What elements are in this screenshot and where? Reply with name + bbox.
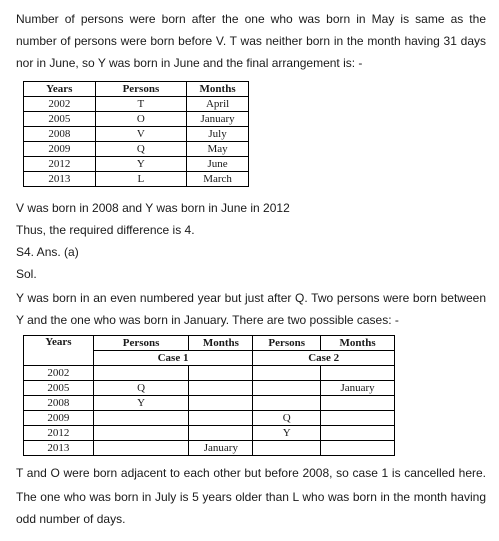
case1-person-cell: Q [93,381,189,396]
month-cell: June [187,157,249,172]
table-row [24,97,249,112]
solution-line-1: Y was born in an even numbered year but just after Q. Two persons were born between [16,291,486,305]
table-row [24,441,395,456]
month-cell: March [187,172,249,187]
table-row [24,157,249,172]
year-cell: 2009 [24,411,94,426]
person-cell: V [95,127,187,142]
case2-person-cell [253,441,321,456]
year-cell: 2005 [24,381,94,396]
case2-person-cell [253,396,321,411]
solution-line-2: Y and the one who was born in January. There are two possible cases: - [16,313,399,327]
intro-line-1: Number of persons were born after the one who was born in May is same as the [16,12,486,26]
month-cell: April [187,97,249,112]
case1-month-cell [189,366,253,381]
case1-person-cell [93,411,189,426]
table-row [24,127,249,142]
case2-month-cell [321,411,395,426]
persons-header: Persons [253,336,321,351]
s4-answer-heading: S4. Ans. (a) [16,245,79,259]
solution-label: Sol. [16,267,37,281]
case2-person-cell: Y [253,426,321,441]
table-row [24,142,249,157]
table-row [24,381,395,396]
year-cell: 2012 [24,426,94,441]
conclusion-line-3: odd number of days. [16,512,126,526]
persons-header: Persons [95,82,187,97]
months-header: Months [321,336,395,351]
table-row [24,411,395,426]
case1-person-cell: Y [93,396,189,411]
person-cell: Y [95,157,187,172]
case2-month-cell [321,441,395,456]
possible-cases-table [23,335,395,456]
answer-line-1: V was born in 2008 and Y was born in June in 2012 [16,201,290,215]
case1-month-cell [189,411,253,426]
table-row [24,426,395,441]
case2-month-cell: January [321,381,395,396]
case1-person-cell [93,441,189,456]
year-cell: 2005 [24,112,96,127]
person-cell: O [95,112,187,127]
months-header: Months [189,336,253,351]
case2-person-cell: Q [253,411,321,426]
year-cell: 2012 [24,157,96,172]
persons-header: Persons [93,336,189,351]
table-row [24,112,249,127]
year-cell: 2013 [24,441,94,456]
year-cell: 2008 [24,127,96,142]
month-cell: July [187,127,249,142]
month-cell: January [187,112,249,127]
table-row [24,366,395,381]
table-row [24,172,249,187]
case1-month-cell [189,381,253,396]
case1-month-cell: January [189,441,253,456]
person-cell: T [95,97,187,112]
table-row [24,396,395,411]
case1-person-cell [93,426,189,441]
case1-month-cell [189,426,253,441]
case2-person-cell [253,381,321,396]
case2-person-cell [253,366,321,381]
years-header: Years [24,336,94,366]
final-arrangement-table [23,81,249,187]
intro-line-3: nor in June, so Y was born in June and the final arrangement is: - [16,56,363,70]
case2-month-cell [321,426,395,441]
case-2-label: Case 2 [253,351,395,366]
year-cell: 2002 [24,97,96,112]
person-cell: Q [95,142,187,157]
case2-month-cell [321,396,395,411]
case1-month-cell [189,396,253,411]
months-header: Months [187,82,249,97]
person-cell: L [95,172,187,187]
table-header-row [24,336,395,351]
case1-person-cell [93,366,189,381]
answer-line-2: Thus, the required difference is 4. [16,223,195,237]
case-1-label: Case 1 [93,351,253,366]
year-cell: 2013 [24,172,96,187]
year-cell: 2009 [24,142,96,157]
table-header-row [24,82,249,97]
year-cell: 2002 [24,366,94,381]
month-cell: May [187,142,249,157]
years-header: Years [24,82,96,97]
case2-month-cell [321,366,395,381]
intro-line-2: number of persons were born before V. T was neither born in the month having 31 days [16,34,486,48]
year-cell: 2008 [24,396,94,411]
conclusion-line-2: The one who was born in July is 5 years older than L who was born in the month having [16,490,486,504]
conclusion-line-1: T and O were born adjacent to each other but before 2008, so case 1 is cancelled here. [16,466,486,480]
